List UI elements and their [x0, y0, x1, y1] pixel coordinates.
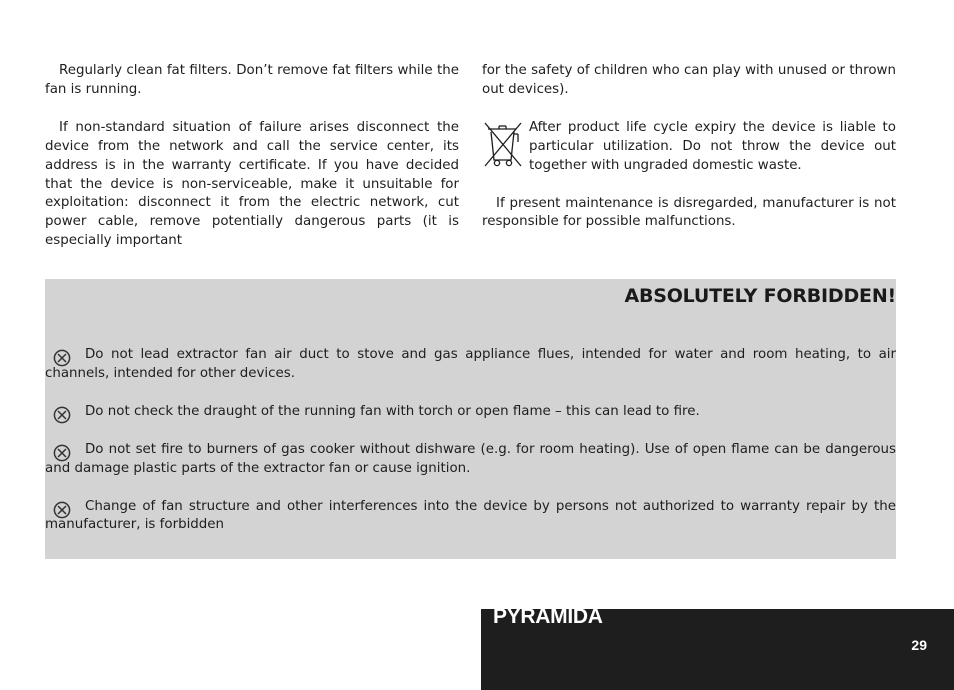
- brand-logo: PYRAMIDA: [493, 605, 603, 628]
- page-number: 29: [911, 637, 927, 653]
- prohibited-circle-x-icon: [53, 501, 71, 519]
- forbidden-title: ABSOLUTELY FORBIDDEN!: [624, 285, 896, 307]
- forbidden-section: [45, 279, 896, 559]
- forbidden-item: [45, 403, 896, 422]
- paragraph-utilization: After product life cycle expiry the device is liable to particular utilization. Do not throw the device out together with ungraded domestic waste.: [529, 119, 896, 173]
- paragraph-failure-instructions: If non-standard situation of failure arises disconnect the device from the network and call the service center, its address is in the warranty certificate. If you have decided that the device is non-serviceable, make it unsuitable for exploitation: disconnect it from the electric network, cut power cable, remove potentially dangerous parts (it is especially important: [45, 119, 459, 249]
- forbidden-item: [45, 498, 896, 536]
- paragraph-fat-filters: Regularly clean fat filters. Don’t remove fat filters while the fan is running.: [45, 63, 459, 97]
- forbidden-item: [45, 441, 896, 479]
- paragraph-maintenance-disclaimer: If present maintenance is disregarded, manufacturer is not responsible for possible malfunctions.: [482, 195, 896, 230]
- prohibited-circle-x-icon: [53, 406, 71, 424]
- footer-bar: [481, 605, 954, 690]
- paragraph-children-safety: for the safety of children who can play with unused or thrown out devices).: [482, 63, 896, 97]
- forbidden-item-text: Do not set fire to burners of gas cooker without dishware (e.g. for room heating). Use of open flame can be dangerous and damage plastic parts of the extractor fan or cause ignition.: [45, 441, 896, 476]
- recycling-notice: [482, 119, 896, 176]
- forbidden-list: [45, 346, 896, 554]
- forbidden-item-text: Do not check the draught of the running fan with torch or open flame – this can lead to fire.: [85, 403, 700, 419]
- prohibited-circle-x-icon: [53, 349, 71, 367]
- left-column: [45, 62, 459, 270]
- forbidden-item-text: Change of fan structure and other interferences into the device by persons not authorized to warranty repair by the manufacturer, is forbidden: [45, 498, 896, 533]
- crossed-out-wheelie-bin-icon: [482, 120, 524, 168]
- forbidden-item-text: Do not lead extractor fan air duct to stove and gas appliance flues, intended for water and room heating, to air channels, intended for other devices.: [45, 347, 896, 381]
- prohibited-circle-x-icon: [53, 444, 71, 462]
- forbidden-item: [45, 346, 896, 384]
- right-column: [482, 62, 896, 251]
